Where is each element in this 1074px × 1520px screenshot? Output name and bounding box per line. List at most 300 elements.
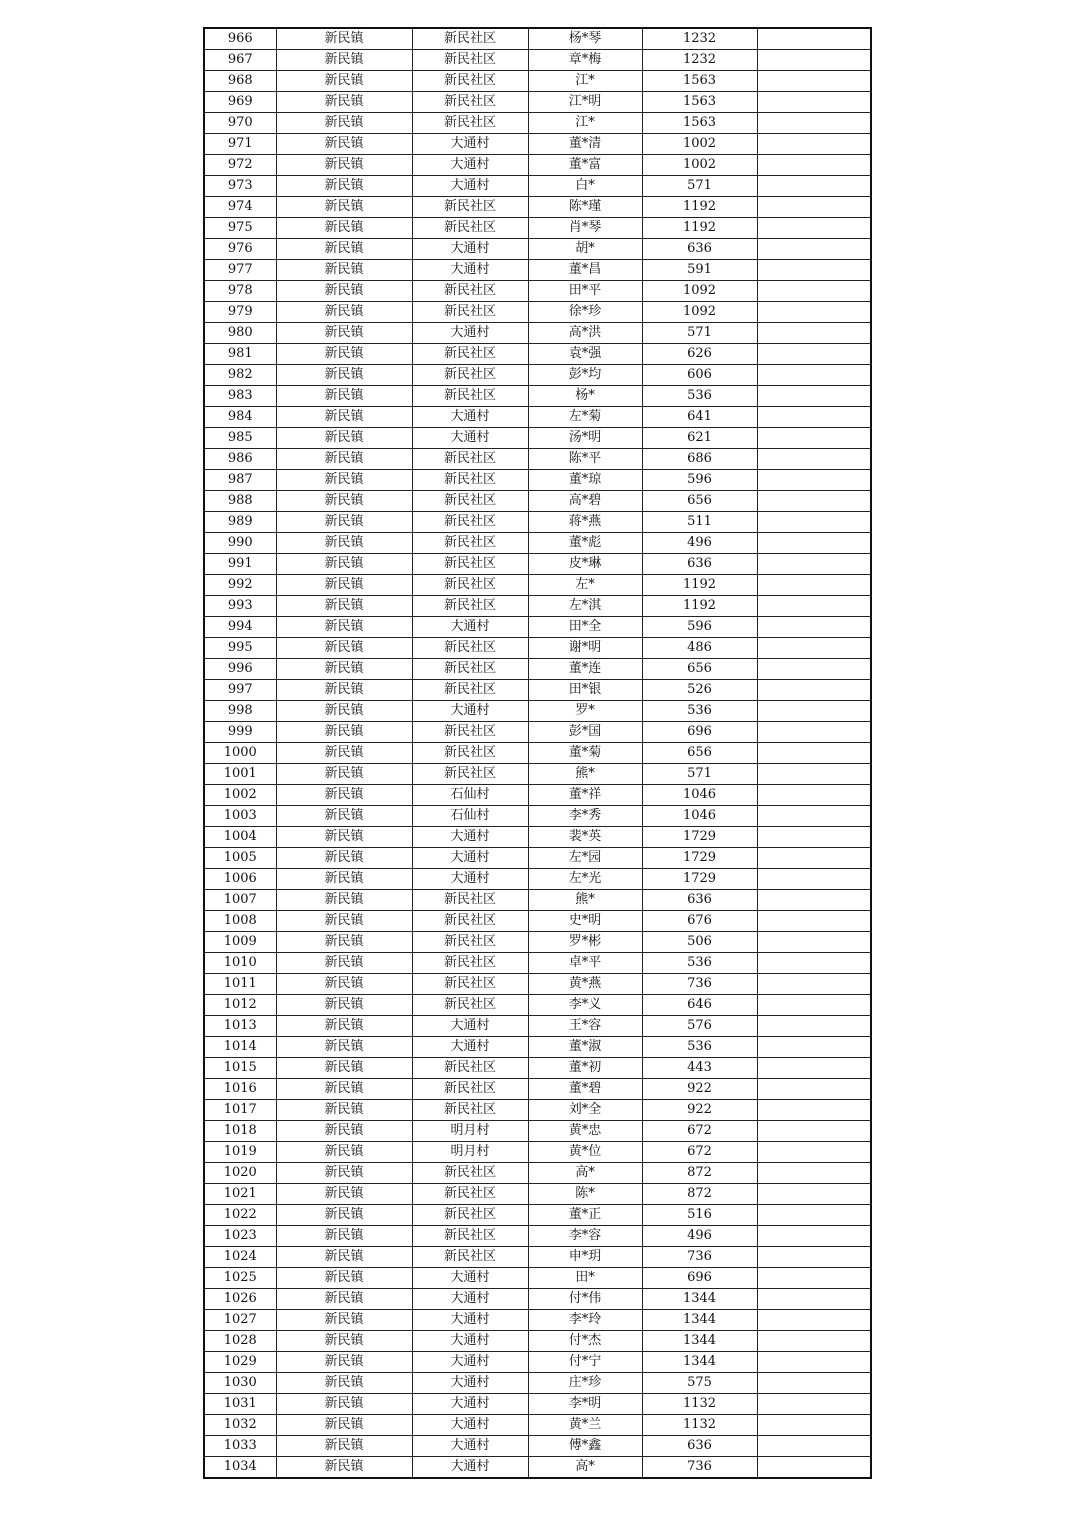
town-cell: 新民镇 (276, 1142, 412, 1163)
name-cell: 章*梅 (528, 50, 642, 71)
community-cell: 新民社区 (412, 932, 528, 953)
remark-cell (757, 1310, 871, 1331)
community-cell: 新民社区 (412, 680, 528, 701)
row-number-cell: 995 (204, 638, 276, 659)
row-number-cell: 1011 (204, 974, 276, 995)
community-cell: 新民社区 (412, 302, 528, 323)
town-cell: 新民镇 (276, 785, 412, 806)
table-row (204, 680, 871, 701)
town-cell: 新民镇 (276, 911, 412, 932)
community-cell: 明月村 (412, 1142, 528, 1163)
name-cell: 皮*琳 (528, 554, 642, 575)
community-cell: 新民社区 (412, 911, 528, 932)
town-cell: 新民镇 (276, 1079, 412, 1100)
row-number-cell: 1021 (204, 1184, 276, 1205)
town-cell: 新民镇 (276, 218, 412, 239)
row-number-cell: 973 (204, 176, 276, 197)
town-cell: 新民镇 (276, 575, 412, 596)
community-cell: 新民社区 (412, 28, 528, 50)
row-number-cell: 976 (204, 239, 276, 260)
table-row (204, 1121, 871, 1142)
name-cell: 白* (528, 176, 642, 197)
table-row (204, 1373, 871, 1394)
table-row (204, 1058, 871, 1079)
table-row (204, 134, 871, 155)
town-cell: 新民镇 (276, 533, 412, 554)
name-cell: 董*连 (528, 659, 642, 680)
amount-cell: 606 (642, 365, 757, 386)
town-cell: 新民镇 (276, 344, 412, 365)
amount-cell: 922 (642, 1079, 757, 1100)
table-row (204, 1184, 871, 1205)
amount-cell: 1046 (642, 785, 757, 806)
amount-cell: 626 (642, 344, 757, 365)
community-cell: 新民社区 (412, 995, 528, 1016)
row-number-cell: 990 (204, 533, 276, 554)
amount-cell: 636 (642, 1436, 757, 1457)
community-cell: 新民社区 (412, 743, 528, 764)
row-number-cell: 974 (204, 197, 276, 218)
table-row (204, 974, 871, 995)
town-cell: 新民镇 (276, 1331, 412, 1352)
name-cell: 卓*平 (528, 953, 642, 974)
row-number-cell: 969 (204, 92, 276, 113)
remark-cell (757, 1457, 871, 1479)
community-cell: 新民社区 (412, 953, 528, 974)
table-row (204, 638, 871, 659)
remark-cell (757, 365, 871, 386)
name-cell: 董*菊 (528, 743, 642, 764)
table-row (204, 596, 871, 617)
community-cell: 新民社区 (412, 1205, 528, 1226)
name-cell: 黄*兰 (528, 1415, 642, 1436)
amount-cell: 526 (642, 680, 757, 701)
amount-cell: 636 (642, 890, 757, 911)
name-cell: 刘*全 (528, 1100, 642, 1121)
table-row (204, 1163, 871, 1184)
amount-cell: 511 (642, 512, 757, 533)
table-row (204, 218, 871, 239)
remark-cell (757, 1289, 871, 1310)
name-cell: 江* (528, 71, 642, 92)
town-cell: 新民镇 (276, 659, 412, 680)
name-cell: 傅*鑫 (528, 1436, 642, 1457)
remark-cell (757, 1163, 871, 1184)
amount-cell: 536 (642, 701, 757, 722)
remark-cell (757, 197, 871, 218)
amount-cell: 672 (642, 1142, 757, 1163)
row-number-cell: 1033 (204, 1436, 276, 1457)
row-number-cell: 986 (204, 449, 276, 470)
community-cell: 新民社区 (412, 113, 528, 134)
name-cell: 付*伟 (528, 1289, 642, 1310)
row-number-cell: 1020 (204, 1163, 276, 1184)
remark-cell (757, 1142, 871, 1163)
community-cell: 新民社区 (412, 764, 528, 785)
community-cell: 新民社区 (412, 1184, 528, 1205)
community-cell: 大通村 (412, 155, 528, 176)
name-cell: 李*玲 (528, 1310, 642, 1331)
amount-cell: 1132 (642, 1394, 757, 1415)
community-cell: 新民社区 (412, 50, 528, 71)
community-cell: 大通村 (412, 239, 528, 260)
amount-cell: 596 (642, 617, 757, 638)
name-cell: 陈*瑾 (528, 197, 642, 218)
row-number-cell: 1006 (204, 869, 276, 890)
table-body (204, 28, 871, 1478)
amount-cell: 575 (642, 1373, 757, 1394)
amount-cell: 672 (642, 1121, 757, 1142)
row-number-cell: 998 (204, 701, 276, 722)
name-cell: 付*杰 (528, 1331, 642, 1352)
row-number-cell: 992 (204, 575, 276, 596)
community-cell: 大通村 (412, 1373, 528, 1394)
town-cell: 新民镇 (276, 1163, 412, 1184)
community-cell: 新民社区 (412, 470, 528, 491)
amount-cell: 696 (642, 722, 757, 743)
table-row (204, 407, 871, 428)
table-row (204, 1436, 871, 1457)
row-number-cell: 999 (204, 722, 276, 743)
town-cell: 新民镇 (276, 1184, 412, 1205)
row-number-cell: 1005 (204, 848, 276, 869)
table-row (204, 470, 871, 491)
row-number-cell: 981 (204, 344, 276, 365)
amount-cell: 656 (642, 491, 757, 512)
name-cell: 付*宁 (528, 1352, 642, 1373)
table-row (204, 1310, 871, 1331)
remark-cell (757, 1205, 871, 1226)
amount-cell: 1002 (642, 134, 757, 155)
table-row (204, 890, 871, 911)
table-row (204, 1037, 871, 1058)
town-cell: 新民镇 (276, 113, 412, 134)
table-row (204, 1289, 871, 1310)
town-cell: 新民镇 (276, 197, 412, 218)
amount-cell: 1092 (642, 281, 757, 302)
row-number-cell: 1003 (204, 806, 276, 827)
town-cell: 新民镇 (276, 365, 412, 386)
remark-cell (757, 218, 871, 239)
remark-cell (757, 722, 871, 743)
amount-cell: 571 (642, 176, 757, 197)
town-cell: 新民镇 (276, 1268, 412, 1289)
table-row (204, 1226, 871, 1247)
amount-cell: 1729 (642, 869, 757, 890)
name-cell: 王*容 (528, 1016, 642, 1037)
town-cell: 新民镇 (276, 680, 412, 701)
town-cell: 新民镇 (276, 176, 412, 197)
row-number-cell: 987 (204, 470, 276, 491)
community-cell: 新民社区 (412, 554, 528, 575)
table-row (204, 533, 871, 554)
town-cell: 新民镇 (276, 491, 412, 512)
amount-cell: 736 (642, 1457, 757, 1479)
name-cell: 高*洪 (528, 323, 642, 344)
town-cell: 新民镇 (276, 869, 412, 890)
row-number-cell: 970 (204, 113, 276, 134)
table-row (204, 512, 871, 533)
town-cell: 新民镇 (276, 386, 412, 407)
remark-cell (757, 680, 871, 701)
community-cell: 新民社区 (412, 197, 528, 218)
amount-cell: 646 (642, 995, 757, 1016)
name-cell: 杨* (528, 386, 642, 407)
remark-cell (757, 890, 871, 911)
name-cell: 庄*珍 (528, 1373, 642, 1394)
row-number-cell: 1000 (204, 743, 276, 764)
table-row (204, 50, 871, 71)
row-number-cell: 984 (204, 407, 276, 428)
town-cell: 新民镇 (276, 953, 412, 974)
row-number-cell: 1024 (204, 1247, 276, 1268)
amount-cell: 641 (642, 407, 757, 428)
remark-cell (757, 50, 871, 71)
remark-cell (757, 155, 871, 176)
table-row (204, 1100, 871, 1121)
table-row (204, 302, 871, 323)
table-row (204, 1352, 871, 1373)
community-cell: 大通村 (412, 1352, 528, 1373)
amount-cell: 736 (642, 974, 757, 995)
town-cell: 新民镇 (276, 50, 412, 71)
row-number-cell: 996 (204, 659, 276, 680)
table-row (204, 764, 871, 785)
remark-cell (757, 113, 871, 134)
row-number-cell: 1010 (204, 953, 276, 974)
name-cell: 李*容 (528, 1226, 642, 1247)
table-row (204, 92, 871, 113)
row-number-cell: 1009 (204, 932, 276, 953)
table-row (204, 743, 871, 764)
name-cell: 罗*彬 (528, 932, 642, 953)
name-cell: 申*玥 (528, 1247, 642, 1268)
community-cell: 新民社区 (412, 1100, 528, 1121)
community-cell: 新民社区 (412, 533, 528, 554)
remark-cell (757, 596, 871, 617)
row-number-cell: 1026 (204, 1289, 276, 1310)
amount-cell: 621 (642, 428, 757, 449)
amount-cell: 571 (642, 323, 757, 344)
town-cell: 新民镇 (276, 743, 412, 764)
town-cell: 新民镇 (276, 764, 412, 785)
community-cell: 大通村 (412, 1037, 528, 1058)
table-row (204, 701, 871, 722)
community-cell: 大通村 (412, 1331, 528, 1352)
town-cell: 新民镇 (276, 1436, 412, 1457)
community-cell: 大通村 (412, 1394, 528, 1415)
remark-cell (757, 638, 871, 659)
remark-cell (757, 344, 871, 365)
remark-cell (757, 995, 871, 1016)
row-number-cell: 1029 (204, 1352, 276, 1373)
name-cell: 裴*英 (528, 827, 642, 848)
town-cell: 新民镇 (276, 554, 412, 575)
name-cell: 高* (528, 1163, 642, 1184)
row-number-cell: 1018 (204, 1121, 276, 1142)
amount-cell: 1192 (642, 197, 757, 218)
remark-cell (757, 953, 871, 974)
town-cell: 新民镇 (276, 134, 412, 155)
remark-cell (757, 659, 871, 680)
remark-cell (757, 1394, 871, 1415)
table-row (204, 1016, 871, 1037)
table-row (204, 428, 871, 449)
town-cell: 新民镇 (276, 155, 412, 176)
community-cell: 新民社区 (412, 92, 528, 113)
town-cell: 新民镇 (276, 28, 412, 50)
row-number-cell: 980 (204, 323, 276, 344)
name-cell: 田* (528, 1268, 642, 1289)
table-row (204, 344, 871, 365)
remark-cell (757, 281, 871, 302)
remark-cell (757, 1247, 871, 1268)
name-cell: 董*清 (528, 134, 642, 155)
name-cell: 熊* (528, 890, 642, 911)
community-cell: 大通村 (412, 407, 528, 428)
community-cell: 新民社区 (412, 449, 528, 470)
table-row (204, 722, 871, 743)
town-cell: 新民镇 (276, 1247, 412, 1268)
community-cell: 新民社区 (412, 1163, 528, 1184)
community-cell: 大通村 (412, 701, 528, 722)
community-cell: 大通村 (412, 827, 528, 848)
remark-cell (757, 1058, 871, 1079)
table-row (204, 176, 871, 197)
community-cell: 新民社区 (412, 1247, 528, 1268)
table-row (204, 659, 871, 680)
amount-cell: 1729 (642, 827, 757, 848)
row-number-cell: 1030 (204, 1373, 276, 1394)
community-cell: 大通村 (412, 1457, 528, 1479)
row-number-cell: 972 (204, 155, 276, 176)
row-number-cell: 1023 (204, 1226, 276, 1247)
amount-cell: 1563 (642, 92, 757, 113)
table-row (204, 848, 871, 869)
row-number-cell: 975 (204, 218, 276, 239)
remark-cell (757, 491, 871, 512)
town-cell: 新民镇 (276, 638, 412, 659)
amount-cell: 922 (642, 1100, 757, 1121)
row-number-cell: 1017 (204, 1100, 276, 1121)
town-cell: 新民镇 (276, 1352, 412, 1373)
table-row (204, 554, 871, 575)
name-cell: 田*全 (528, 617, 642, 638)
community-cell: 新民社区 (412, 659, 528, 680)
name-cell: 高* (528, 1457, 642, 1479)
town-cell: 新民镇 (276, 1373, 412, 1394)
table-row (204, 995, 871, 1016)
name-cell: 肖*琴 (528, 218, 642, 239)
row-number-cell: 1004 (204, 827, 276, 848)
amount-cell: 596 (642, 470, 757, 491)
amount-cell: 576 (642, 1016, 757, 1037)
community-cell: 大通村 (412, 323, 528, 344)
row-number-cell: 1012 (204, 995, 276, 1016)
remark-cell (757, 533, 871, 554)
town-cell: 新民镇 (276, 323, 412, 344)
remark-cell (757, 1352, 871, 1373)
community-cell: 大通村 (412, 428, 528, 449)
town-cell: 新民镇 (276, 722, 412, 743)
row-number-cell: 1013 (204, 1016, 276, 1037)
row-number-cell: 1014 (204, 1037, 276, 1058)
table-row (204, 71, 871, 92)
community-cell: 大通村 (412, 1310, 528, 1331)
name-cell: 陈*平 (528, 449, 642, 470)
town-cell: 新民镇 (276, 512, 412, 533)
remark-cell (757, 134, 871, 155)
amount-cell: 656 (642, 743, 757, 764)
amount-cell: 636 (642, 554, 757, 575)
row-number-cell: 1007 (204, 890, 276, 911)
row-number-cell: 1032 (204, 1415, 276, 1436)
remark-cell (757, 470, 871, 491)
town-cell: 新民镇 (276, 470, 412, 491)
amount-cell: 1344 (642, 1310, 757, 1331)
amount-cell: 1192 (642, 575, 757, 596)
town-cell: 新民镇 (276, 1058, 412, 1079)
community-cell: 大通村 (412, 1289, 528, 1310)
remark-cell (757, 1331, 871, 1352)
town-cell: 新民镇 (276, 1016, 412, 1037)
remark-cell (757, 1373, 871, 1394)
row-number-cell: 978 (204, 281, 276, 302)
remark-cell (757, 701, 871, 722)
community-cell: 大通村 (412, 1436, 528, 1457)
row-number-cell: 1027 (204, 1310, 276, 1331)
row-number-cell: 1019 (204, 1142, 276, 1163)
table-row (204, 1331, 871, 1352)
table-row (204, 113, 871, 134)
row-number-cell: 1002 (204, 785, 276, 806)
remark-cell (757, 323, 871, 344)
table-row (204, 806, 871, 827)
table-row (204, 1268, 871, 1289)
name-cell: 陈* (528, 1184, 642, 1205)
name-cell: 罗* (528, 701, 642, 722)
table-row (204, 155, 871, 176)
town-cell: 新民镇 (276, 1121, 412, 1142)
remark-cell (757, 827, 871, 848)
town-cell: 新民镇 (276, 1205, 412, 1226)
name-cell: 董*祥 (528, 785, 642, 806)
name-cell: 杨*琴 (528, 28, 642, 50)
town-cell: 新民镇 (276, 260, 412, 281)
amount-cell: 1232 (642, 28, 757, 50)
remark-cell (757, 407, 871, 428)
community-cell: 新民社区 (412, 71, 528, 92)
row-number-cell: 982 (204, 365, 276, 386)
town-cell: 新民镇 (276, 302, 412, 323)
community-cell: 大通村 (412, 260, 528, 281)
amount-cell: 1192 (642, 218, 757, 239)
table-row (204, 785, 871, 806)
name-cell: 黄*燕 (528, 974, 642, 995)
name-cell: 董*琼 (528, 470, 642, 491)
remark-cell (757, 512, 871, 533)
table-row (204, 28, 871, 50)
row-number-cell: 977 (204, 260, 276, 281)
town-cell: 新民镇 (276, 1394, 412, 1415)
row-number-cell: 1025 (204, 1268, 276, 1289)
row-number-cell: 983 (204, 386, 276, 407)
table-row (204, 365, 871, 386)
community-cell: 大通村 (412, 176, 528, 197)
row-number-cell: 997 (204, 680, 276, 701)
community-cell: 新民社区 (412, 281, 528, 302)
table-row (204, 1247, 871, 1268)
